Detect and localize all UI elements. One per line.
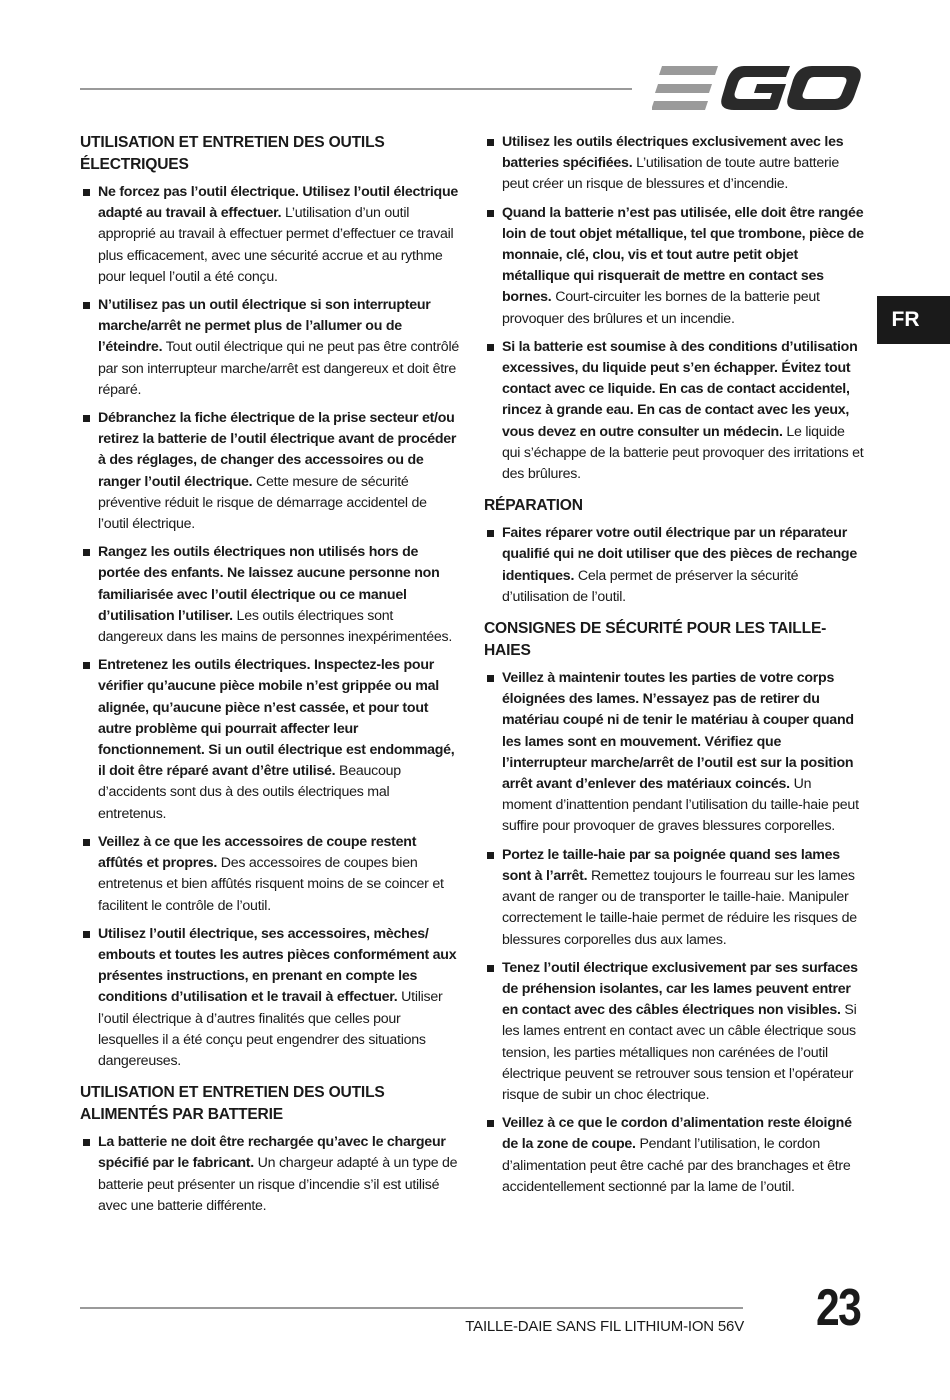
item-body-text: Court-circuiter les bornes de la batterie peut provoquer des brûlures et un incendie. (502, 289, 820, 327)
section (80, 132, 460, 1072)
item-body-text: Pendant l’utilisation, le cordon d’alimentation peut être caché par des branchages et être accidentellement sectionné par la lame de l’outil. (502, 1136, 851, 1195)
list-item (80, 542, 460, 648)
square-bullet-icon (83, 549, 90, 556)
square-bullet-icon (83, 1139, 90, 1146)
footer-rule (80, 1307, 743, 1309)
item-bold-text: La batterie ne doit être rechargée qu’avec le chargeur spécifié par le fabricant. (98, 1134, 446, 1172)
bullet-list (484, 132, 864, 485)
right-column (484, 132, 864, 1208)
section-heading: CONSIGNES DE SÉCURITÉ POUR LES TAILLE-HAIES (484, 620, 827, 660)
item-bold-text: Portez le taille-haie par sa poignée quand ses lames sont à l’arrêt. (502, 846, 840, 884)
list-item (484, 958, 864, 1106)
item-body-text: Un chargeur adapté à un type de batterie peut présenter un risque d’incendie s’il est utilisé avec une batterie différente. (98, 1155, 458, 1214)
square-bullet-icon (487, 210, 494, 217)
item-body-text: Les outils électriques sont dangereux dans les mains de personnes inexpérimentées. (98, 607, 453, 646)
list-item (80, 655, 460, 825)
square-bullet-icon (83, 189, 90, 196)
item-body-text: Si les lames entrent en contact avec un câble électrique sous tension, les parties métalliques non carénées de l’outil électrique peuvent se retrouver sous tension et l’opérateur risque de subir un choc électrique. (502, 1002, 857, 1103)
language-tab: FR (877, 296, 950, 344)
square-bullet-icon (487, 1120, 494, 1127)
header-rule (80, 88, 632, 90)
list-item (484, 668, 864, 838)
list-item (80, 924, 460, 1072)
section (484, 132, 864, 485)
list-item (80, 1132, 460, 1217)
list-item (80, 408, 460, 535)
list-item (80, 182, 460, 288)
section (484, 495, 864, 608)
bullet-list (80, 182, 460, 1072)
square-bullet-icon (83, 931, 90, 938)
item-body-text: L’utilisation de toute autre batterie peut créer un risque de blessures et d’incendie. (502, 155, 839, 193)
square-bullet-icon (487, 139, 494, 146)
square-bullet-icon (83, 415, 90, 422)
item-body-text: Remettez toujours le fourreau sur les lames avant de ranger ou de transporter le taille-haie. Manipuler correctement le taille-haie permet de réduire les risques de blessures corporelles dus aux lames. (502, 867, 857, 948)
square-bullet-icon (487, 675, 494, 682)
item-bold-text: Quand la batterie n’est pas utilisée, elle doit être rangée loin de tout objet métallique, tel que trombone, pièce de monnaie, clé, clou, vis et tout autre petit objet métallique qui risquerait de mettre en contact ses bornes. (502, 204, 864, 306)
square-bullet-icon (487, 852, 494, 859)
section-heading: UTILISATION ET ENTRETIEN DES OUTILS ÉLECTRIQUES (80, 134, 385, 173)
item-body-text: Cela permet de préserver la sécurité d’utilisation de l’outil. (502, 567, 799, 605)
list-item (484, 132, 864, 196)
footer-document-title: TAILLE-DAIE SANS FIL LITHIUM-ION 56V (465, 1318, 744, 1335)
list-item (484, 1113, 864, 1198)
ego-logo (652, 62, 862, 114)
square-bullet-icon (487, 344, 494, 351)
item-bold-text: Ne forcez pas l’outil électrique. Utilisez l’outil électrique adapté au travail à effectuer. (98, 184, 459, 222)
square-bullet-icon (83, 839, 90, 846)
item-body-text: Utiliser l’outil électrique à d’autres finalités que celles pour lesquelles il a été conçu peut engendrer des situations dangereuses. (98, 989, 443, 1069)
square-bullet-icon (487, 965, 494, 972)
item-bold-text: N’utilisez pas un outil électrique si son interrupteur marche/arrêt ne permet plus de l’allumer ou de l’éteindre. (98, 297, 431, 356)
item-bold-text: Tenez l’outil électrique exclusivement par ses surfaces de préhension isolantes, car les lames peuvent entrer en contact avec des câbles électriques non visibles. (502, 959, 858, 1019)
bullet-list (80, 1132, 460, 1217)
item-bold-text: Veillez à maintenir toutes les parties de votre corps éloignées des lames. N’essayez pas de retirer du matériau coupé ni de tenir le matériau à couper quand les lames sont en mouvement. Vérifiez que l’interrupteur marche/arrêt de l’outil est sur la position arrêt avant d’enlever des matériaux coincés. (502, 670, 854, 793)
item-body-text: Beaucoup d’accidents sont dus à des outils électriques mal entretenus. (98, 763, 401, 822)
item-body-text: Un moment d’inattention pendant l’utilisation du taille-haie peut suffire pour provoquer de graves blessures corporelles. (502, 776, 859, 835)
square-bullet-icon (83, 302, 90, 309)
list-item (484, 337, 864, 485)
list-item (80, 295, 460, 401)
item-bold-text: Débranchez la fiche électrique de la prise secteur et/ou retirez la batterie de l’outil électrique avant de procéder à des réglages, de changer des accessoires ou de ranger l’outil électrique. (98, 410, 457, 490)
square-bullet-icon (83, 662, 90, 669)
list-item (484, 203, 864, 330)
item-bold-text: Veillez à ce que les accessoires de coupe restent affûtés et propres. (98, 833, 417, 872)
item-bold-text: Utilisez l’outil électrique, ses accessoires, mèches/ embouts et toutes les autres pièces conformément aux présentes instructions, en prenant en compte les conditions d’utilisation et le travail à effectuer. (98, 925, 457, 1006)
item-body-text: Des accessoires de coupes bien entretenus et bien affûtés risquent moins de se coincer et facilitent le contrôle de l’outil. (98, 855, 444, 914)
bullet-list (484, 668, 864, 1198)
list-item (80, 832, 460, 917)
page-number: 23 (816, 1279, 861, 1337)
item-bold-text: Faites réparer votre outil électrique par un réparateur qualifié qui ne doit utiliser que des pièces de rechange identiques. (502, 525, 857, 584)
item-body-text: Cette mesure de sécurité préventive réduit le risque de démarrage accidentel de l’outil électrique. (98, 473, 427, 533)
item-body-text: Le liquide qui s’échappe de la batterie peut provoquer des irritations et des brûlures. (502, 423, 864, 483)
section-heading: UTILISATION ET ENTRETIEN DES OUTILS ALIMENTÉS PAR BATTERIE (80, 1084, 385, 1124)
item-bold-text: Entretenez les outils électriques. Inspectez-les pour vérifier qu’aucune pièce mobile n’est grippée ou mal alignée, qu’aucune pièce n’est cassée, et pour tout autre problème qui pourrait affecter leur fonctionnement. Si un outil électrique est endommagé, il doit être réparé avant d’être utilisé. (98, 657, 455, 780)
section (484, 618, 864, 1198)
list-item (484, 845, 864, 951)
item-body-text: L’utilisation d’un outil approprié au travail à effectuer permet d’effectuer ce travail plus efficacement, avec une sécurité accrue et au rythme pour lequel l’outil a été conçu. (98, 205, 454, 285)
item-body-text: Tout outil électrique qui ne peut pas être contrôlé par son interrupteur marche/arrêt est dangereux et doit être réparé. (98, 339, 459, 398)
item-bold-text: Si la batterie est soumise à des conditions d’utilisation excessives, du liquide peut s’en échapper. Évitez tout contact avec ce liquide. En cas de contact accidentel, rincez à grande eau. En cas de contact avec les yeux, vous devez en outre consulter un médecin. (502, 338, 858, 440)
list-item (484, 523, 864, 608)
section-heading: RÉPARATION (484, 497, 583, 515)
square-bullet-icon (487, 530, 494, 537)
bullet-list (484, 523, 864, 608)
item-bold-text: Utilisez les outils électriques exclusivement avec les batteries spécifiées. (502, 134, 844, 172)
left-column (80, 132, 460, 1227)
item-bold-text: Veillez à ce que le cordon d’alimentation reste éloigné de la zone de coupe. (502, 1115, 852, 1153)
section (80, 1082, 460, 1217)
item-bold-text: Rangez les outils électriques non utilisés hors de portée des enfants. Ne laissez aucune personne non familiarisée avec l’outil électrique ou ce manuel d’utilisation l’utiliser. (98, 544, 440, 624)
